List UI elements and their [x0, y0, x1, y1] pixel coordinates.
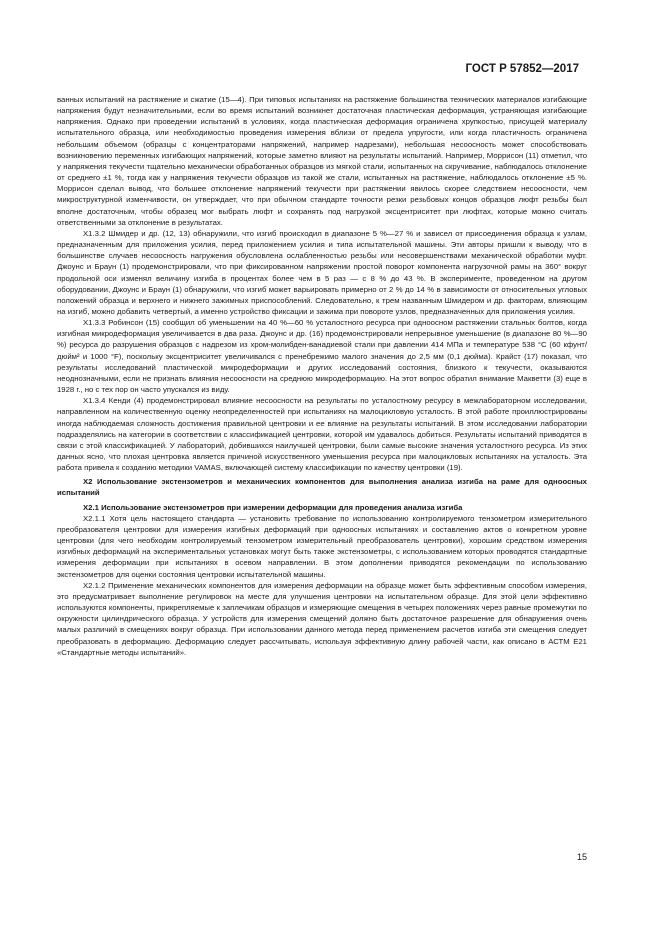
document-body — [57, 94, 587, 658]
paragraph-continuation: ванных испытаний на растяжение и сжатие (15—4). При типовых испытаниях на растяжение большинства технических материалов изгибающие напряжения будут незначительными, если во время испытаний возникнет достаточная пластическая деформация, устраняющая изгибающие напряжения. Однако при проведении испытаний в условиях, когда пластическая деформация ограничена хрупкостью, присущей материалу испытательного образца, или необходимостью проведения измерения вблизи от предела упругости, или когда пластичность ограничена небольшим объемом (образцы с концентраторами напряжений, например надрезами), небольшая несоосность может способствовать возникновению переменных изгибающих напряжений, которые заметно влияют на результаты испытаний. Например, Моррисон (11) отметил, что у напряжения текучести тщательно механически обработанных образцов из мягкой стали, испытанных на скручивание, наблюдалось отклонение от среднего ±1 %, тогда как у напряжения текучести образцов из такой же стали, испытанных на растяжение, наблюдалось отклонение ±5 %. Моррисон сделал вывод, что большее отклонение напряжений текучести при растяжении явилось скорее следствием несоосности, чем микроструктурной изменчивости, он утверждает, что при обычном стандарте точности резки резьбовых концов образцов люфт резьбы был вполне достаточным, чтобы образец мог выбрать люфт и сохранять под нагрузкой эксцентриситет при люфтах, которые можно считать ответственными за отклонение в результатах. — [57, 95, 587, 227]
paragraph-x1-3-4: X1.3.4 Кенди (4) продемонстрировал влияние несоосности на результаты по усталостному ресурсу в межлабораторном исследовании, направленном на количественную оценку неопределенностей при испытаниях на малоцикловую усталость. В этой работе проиллюстрированы иногда наблюдаемая сложность достижения правильной центровки и ее влияние на результаты испытаний. В этом исследовании лаборатории подразделялись на категории в соответствии с классификацией центровки, которой им удавалось добиться. Результаты испытаний приводятся в связи с этой классификацией. У лабораторий, добившихся наилучшей центровки, были самые высокие значения усталостного ресурса. Из этих данных ясно, что плохая центровка является причиной искусственного уменьшения ресурса при малоцикловых испытаниях на усталость. Эта работа привела к созданию методики VAMAS, включающей систему классификации по качеству центровки (19). — [57, 396, 587, 473]
section-heading-x2: X2 Использование экстензометров и механических компонентов для выполнения анализа изгиба на раме для одноосных испытаний — [57, 477, 587, 498]
paragraph-x1-3-2: X1.3.2 Шмидер и др. (12, 13) обнаружили, что изгиб происходил в диапазоне 5 %—27 % и зависел от присоединения образца к узлам, предназначенным для приложения усилия, перед приложением усилия и типа испытательной машины. Эти авторы пришли к выводу, что в большинстве случаев несоосность нагружения обусловлена ослабленностью резьбы или несовершенствами механической обработки муфт. Джоунс и Браун (1) продемонстрировали, что при фиксированном напряжении простой поворот компонента нагрузочной рамы на 360° вокруг продольной оси изменял величину изгиба в процентах более чем в 5 раз — с 8 % до 43 %. В эксперименте, проведенном на другом оборудовании, Джоунс и Браун (1) обнаружили, что изгиб может варьировать примерно от 2 % до 14 % в зависимости от относительных угловых положений образца и верхнего и нижнего зажимных приспособлений. Следовательно, к трем названным Шмидером и др. факторам, влияющим на изгиб, можно добавить четвертый, а именно устройство фиксации и зажима при повороте узлов, предназначенных для приложения усилия. — [57, 228, 587, 316]
paragraph-x2-1-2: X2.1.2 Применение механических компонентов для измерения деформации на образце может быть эффективным способом измерения, это предусматривает выполнение регулировок на месте для улучшения центровки на испытательном образце. Для этой цели эффективно используются компоненты, прикрепляемые к заплечикам образцов и измеряющие смещения в четырех положениях через равные промежутки по окружности цилиндрического образца. У устройств для измерения смещений должно быть достаточное разрешение для обнаружения очень малых различий в смещениях вокруг образца. При использовании данного метода перед применением расчетов изгиба эти смещения следует преобразовать в деформацию. Деформацию следует рассчитывать, используя эффективную длину рабочей части, как описано в АСТМ Е21 «Стандартные методы испытаний». — [57, 580, 587, 657]
paragraph-x1-3-3: X1.3.3 Робинсон (15) сообщил об уменьшении на 40 %—60 % усталостного ресурса при одноосном растяжении стальных болтов, когда изгибная микродеформация увеличивается в два раза. Джоунс и др. (16) продемонстрировали непрерывное уменьшение (в диапазоне 80 %—90 %) ресурса до разрушения образцов с надрезом из хром-молибден-ванадиевой стали при давлении 414 МПа и температуре 538 °С (60 кфунт/дюйм² и 1000 °F), поскольку эксцентриситет увеличивался с пренебрежимо малого значения до 2,5 мм (0,1 дюйма). Крайст (17) показал, что результаты исследований пластической микродеформации и других исследований состояния, близкого к текучести, оказываются неоднозначными, если не признать влияния несоосности на среднюю микродеформацию. На этот вопрос обратил внимание Макветти (3) еще в 1928 г., но с тех пор он часто упускался из виду. — [57, 318, 587, 395]
document-header: ГОСТ Р 57852—2017 — [465, 63, 579, 75]
paragraph-x2-1-1: X2.1.1 Хотя цель настоящего стандарта — установить требование по использованию контролируемого тензометром измерительного преобразователя центровки для измерения изгибных деформаций при одноосных испытаниях и составлению актов о конкретном уровне центровки (для чего необходим контролируемый тензометром измерительный преобразователь центровки), хорошим средством измерения изгибных деформаций на экспериментальных установках могут быть также экстензометры, с использованием которых проводятся стандартные измерения деформации при испытаниях в осевом направлении. В этом дополнении приводятся рекомендации по использованию экстензометров для оценки состояния центровки испытательной машины. — [57, 513, 587, 579]
subsection-heading-x2-1: X2.1 Использование экстензометров при измерении деформации для проведения анализа изгиба — [83, 502, 463, 512]
page-number: 15 — [576, 852, 587, 862]
